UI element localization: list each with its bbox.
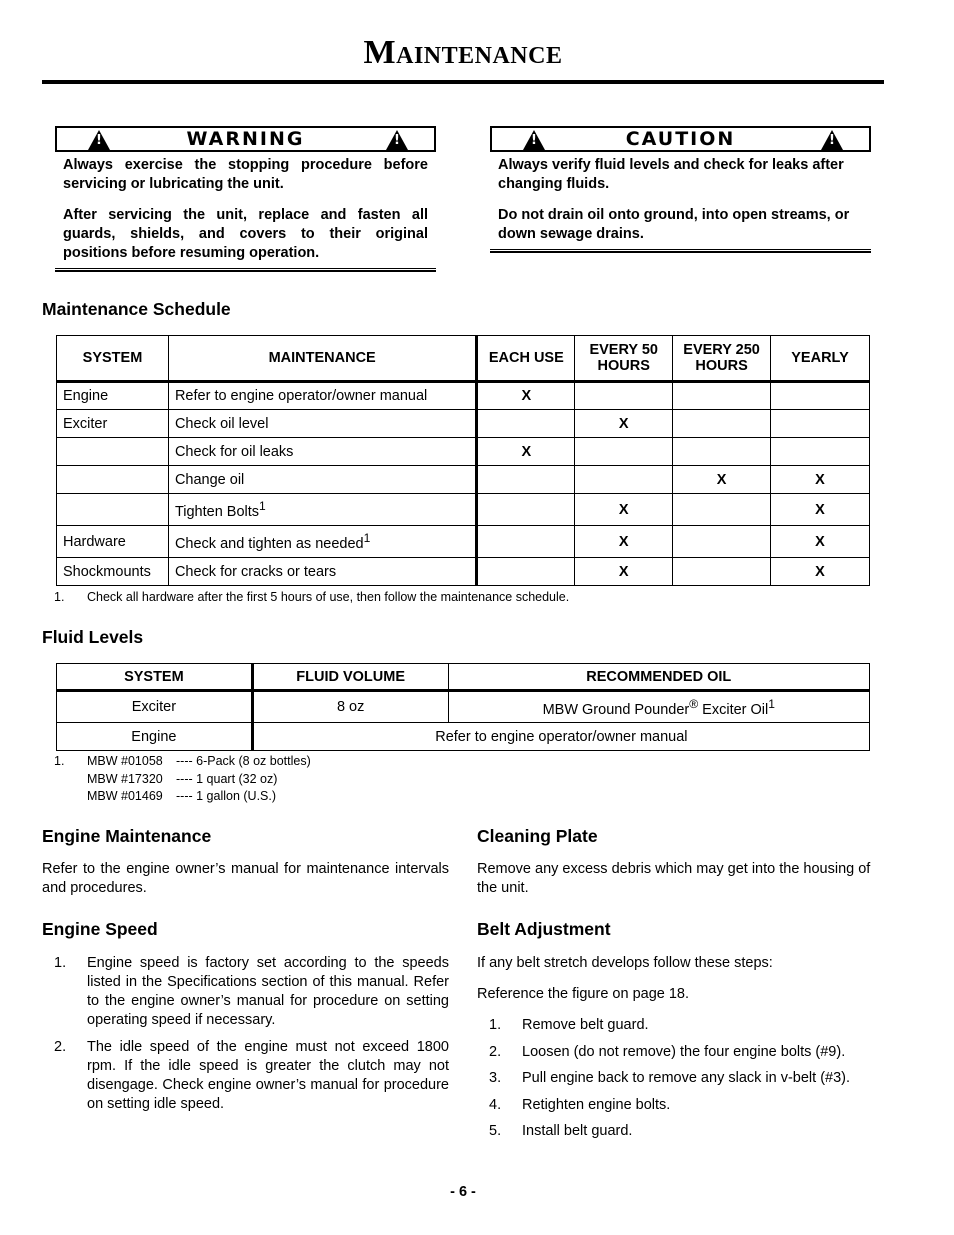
footnote-ref: 1 xyxy=(259,499,266,514)
fluids-footnote-list xyxy=(87,753,311,806)
list-item: 2. The idle speed of the engine must not exceed 1800 rpm. If the idle speed is greater the clutch may not disengage. Check engine owner’s manual for procedure on setting idle speed. xyxy=(54,1039,449,1112)
system-cell: Exciter xyxy=(57,691,253,723)
list-item: 2. Loosen (do not remove) the four engine bolts (#9). xyxy=(489,1043,846,1060)
each-use-cell: X xyxy=(477,382,575,410)
column-header: EACH USE xyxy=(477,336,575,382)
table-row xyxy=(57,438,870,466)
warning-box xyxy=(55,126,436,272)
caution-text-2: Do not drain oil onto ground, into open streams, or down sewage drains. xyxy=(498,207,850,242)
warning-header xyxy=(55,126,436,152)
fluid-levels-table xyxy=(56,663,870,751)
cleaning-plate-heading: Cleaning Plate xyxy=(477,826,598,846)
engine-speed-heading: Engine Speed xyxy=(42,919,158,939)
caution-triangle-icon: ! xyxy=(821,130,843,150)
every-250-cell: X xyxy=(673,466,771,494)
every-250-cell xyxy=(673,526,771,558)
caution-triangle-icon: ! xyxy=(523,130,545,150)
list-item: MBW #17320 ---- 1 quart (32 oz) xyxy=(87,771,278,786)
recommended-oil-cell: MBW Ground Pounder® Exciter Oil$^1$ xyxy=(448,691,869,723)
list-item: MBW #01058 ---- 6-Pack (8 oz bottles) xyxy=(87,754,311,768)
every-250-cell xyxy=(673,558,771,586)
cleaning-plate-text: Remove any excess debris which may get into the housing of the unit. xyxy=(477,861,871,896)
every-50-cell: X xyxy=(575,494,673,526)
column-header: SYSTEM xyxy=(57,336,169,382)
maintenance-cell: Check oil level xyxy=(168,410,476,438)
maintenance-cell: Check for cracks or tears xyxy=(168,558,476,586)
yearly-cell: X xyxy=(771,526,870,558)
table-row xyxy=(57,466,870,494)
system-cell: Hardware xyxy=(57,526,169,558)
system-cell xyxy=(57,466,169,494)
belt-adjustment-heading: Belt Adjustment xyxy=(477,919,611,939)
every-50-cell: X xyxy=(575,410,673,438)
page-number: - 6 - xyxy=(450,1184,476,1200)
list-item: 1. Engine speed is factory set according to the speeds listed in the Specifications section of this manual. Refer to the engine owner’s manual for procedure on setting operating speed if necessary. xyxy=(54,955,449,1028)
every-250-cell xyxy=(673,410,771,438)
maintenance-schedule-heading: Maintenance Schedule xyxy=(42,299,231,319)
system-cell xyxy=(57,438,169,466)
each-use-cell: X xyxy=(477,438,575,466)
yearly-cell: X xyxy=(771,558,870,586)
engine-speed-list xyxy=(54,954,449,1114)
every-250-cell xyxy=(673,494,771,526)
footnote-ref: 1 xyxy=(363,531,371,546)
column-header: FLUID VOLUME xyxy=(252,664,448,691)
every-50-cell xyxy=(575,382,673,410)
yearly-cell xyxy=(771,438,870,466)
table-row xyxy=(57,691,870,723)
system-cell: Engine xyxy=(57,723,253,751)
table-row xyxy=(57,723,870,751)
maintenance-cell: Check for oil leaks xyxy=(168,438,476,466)
table-row xyxy=(57,410,870,438)
warning-bottom-rule xyxy=(55,268,436,272)
column-header: EVERY 50 HOURS xyxy=(575,336,673,382)
yearly-cell: X xyxy=(771,494,870,526)
engine-maintenance-heading: Engine Maintenance xyxy=(42,826,212,846)
warning-triangle-icon: ! xyxy=(88,130,110,150)
yearly-cell: X xyxy=(771,466,870,494)
list-item: 3. Pull engine back to remove any slack in v-belt (#3). xyxy=(489,1070,851,1086)
warning-triangle-icon: ! xyxy=(386,130,408,150)
system-cell: Exciter xyxy=(57,410,169,438)
yearly-cell xyxy=(771,410,870,438)
column-header: RECOMMENDED OIL xyxy=(448,664,869,691)
every-250-cell xyxy=(673,438,771,466)
belt-adjustment-steps xyxy=(489,1016,889,1149)
belt-adjustment-reference: Reference the figure on page 18. xyxy=(477,986,690,1002)
page-title: Maintenance xyxy=(363,34,563,71)
yearly-cell xyxy=(771,382,870,410)
every-50-cell xyxy=(575,438,673,466)
maintenance-cell: Change oil xyxy=(168,466,476,494)
table-row xyxy=(57,558,870,586)
column-header: SYSTEM xyxy=(57,664,253,691)
each-use-cell xyxy=(477,494,575,526)
title-divider xyxy=(42,80,884,84)
maintenance-cell: Check and tighten as needed$^1$ xyxy=(168,526,476,558)
list-item: 5. Install belt guard. xyxy=(489,1123,633,1139)
belt-adjustment-intro: If any belt stretch develops follow these steps: xyxy=(477,955,773,971)
warning-label: WARNING xyxy=(186,128,305,150)
each-use-cell xyxy=(477,466,575,494)
system-cell: Shockmounts xyxy=(57,558,169,586)
list-item: 1. Remove belt guard. xyxy=(489,1017,649,1033)
schedule-footnote-number: 1. xyxy=(54,590,65,604)
schedule-footnote: Check all hardware after the first 5 hours of use, then follow the maintenance schedule. xyxy=(87,590,570,604)
warning-text-2: After servicing the unit, replace and fasten all guards, shields, and covers to their original positions before resuming operation. xyxy=(63,207,428,261)
caution-label: CAUTION xyxy=(625,128,736,150)
column-header: MAINTENANCE xyxy=(168,336,476,382)
every-250-cell xyxy=(673,382,771,410)
table-row xyxy=(57,494,870,526)
table-row xyxy=(57,382,870,410)
each-use-cell xyxy=(477,410,575,438)
list-item: MBW #01469 ---- 1 gallon (U.S.) xyxy=(87,789,277,803)
list-item: 4. Retighten engine bolts. xyxy=(489,1096,671,1113)
every-50-cell: X xyxy=(575,558,673,586)
each-use-cell xyxy=(477,558,575,586)
engine-maintenance-text: Refer to the engine owner’s manual for maintenance intervals and procedures. xyxy=(42,861,449,896)
maintenance-cell: Tighten Bolts$^1$ xyxy=(168,494,476,526)
fluid-volume-cell: 8 oz xyxy=(252,691,448,723)
caution-box xyxy=(490,126,871,253)
column-header: YEARLY xyxy=(771,336,870,382)
caution-header xyxy=(490,126,871,152)
fluids-footnote-number: 1. xyxy=(54,754,65,768)
system-cell xyxy=(57,494,169,526)
maintenance-schedule-table xyxy=(56,335,870,586)
system-cell: Engine xyxy=(57,382,169,410)
table-header-row xyxy=(57,336,870,382)
caution-text-1: Always verify fluid levels and check for leaks after changing fluids. xyxy=(498,157,844,192)
maintenance-cell: Refer to engine operator/owner manual xyxy=(168,382,476,410)
warning-text-1: Always exercise the stopping procedure before servicing or lubricating the unit. xyxy=(63,157,428,192)
every-50-cell xyxy=(575,466,673,494)
fluid-levels-heading: Fluid Levels xyxy=(42,627,144,647)
caution-bottom-rule xyxy=(490,249,871,253)
table-row xyxy=(57,526,870,558)
each-use-cell xyxy=(477,526,575,558)
table-header-row xyxy=(57,664,870,691)
engine-fluid-note-cell: Refer to engine operator/owner manual xyxy=(252,723,869,751)
column-header: EVERY 250 HOURS xyxy=(673,336,771,382)
every-50-cell: X xyxy=(575,526,673,558)
